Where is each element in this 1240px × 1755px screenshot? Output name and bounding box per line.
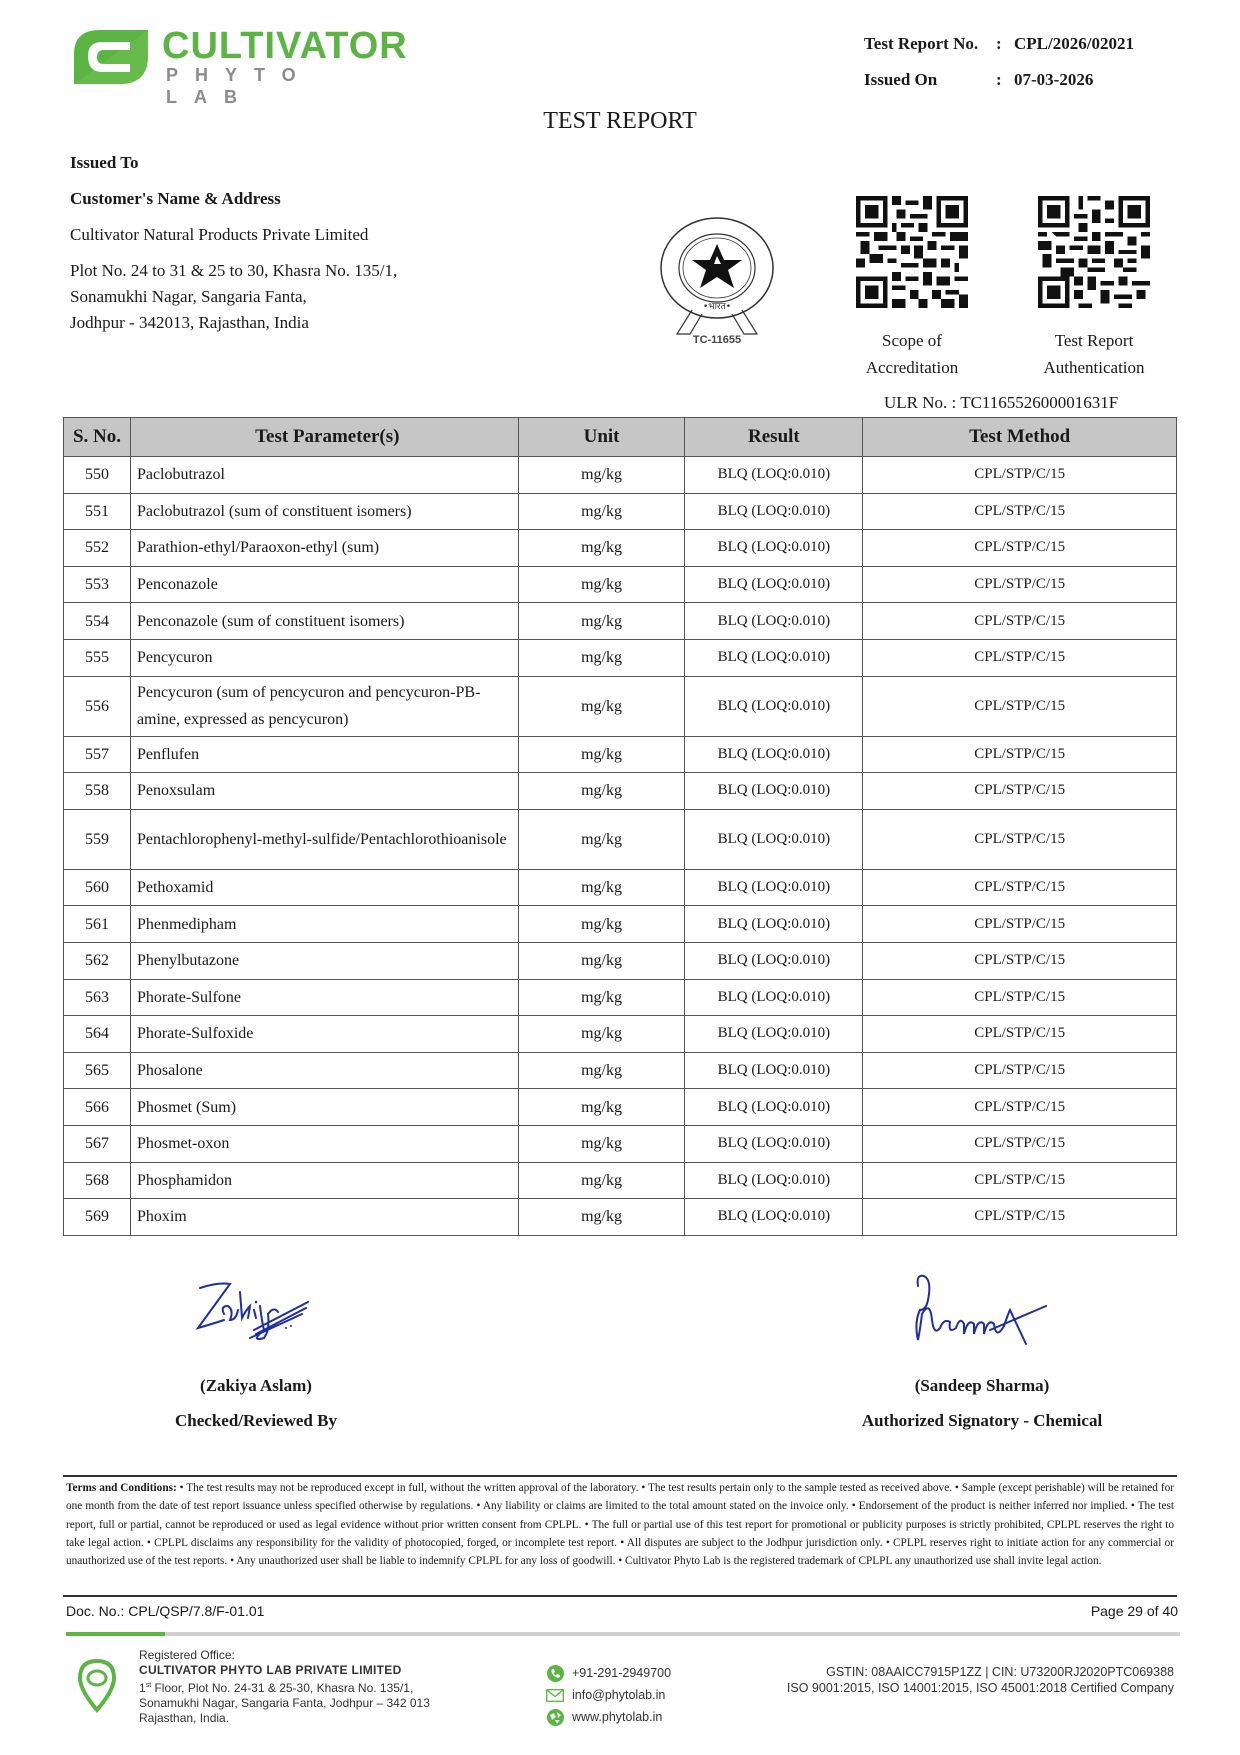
report-number-label: Test Report No.	[864, 34, 979, 53]
cell-result: BLQ (LOQ:0.010)	[685, 809, 863, 869]
cell-unit: mg/kg	[518, 639, 685, 676]
report-number-value: CPL/2026/02021	[1014, 34, 1134, 53]
table-row	[64, 773, 1177, 810]
page-title: TEST REPORT	[543, 108, 697, 134]
ulr-value: : TC116552600001631F	[951, 393, 1119, 412]
cell-unit: mg/kg	[518, 1199, 685, 1236]
accreditation-seal-icon	[652, 212, 782, 352]
svg-text:•भारत•: •भारत•	[702, 302, 732, 312]
table-header-row	[64, 418, 1177, 457]
cell-parameter: Phorate-Sulfone	[130, 979, 518, 1016]
qr-authentication-caption	[1004, 327, 1184, 381]
cell-result: BLQ (LOQ:0.010)	[685, 906, 863, 943]
table-row	[64, 603, 1177, 640]
contact-website[interactable]	[546, 1706, 671, 1728]
registered-office	[139, 1648, 430, 1726]
issued-to-block	[70, 150, 397, 336]
cell-result: BLQ (LOQ:0.010)	[685, 942, 863, 979]
cell-sno: 550	[64, 457, 131, 494]
office-address-line	[139, 1678, 430, 1696]
contact-phone[interactable]	[546, 1662, 671, 1684]
qr-code-scope-icon[interactable]	[856, 196, 968, 308]
cell-parameter: Phenmedipham	[130, 906, 518, 943]
report-meta	[864, 26, 1134, 98]
cell-unit: mg/kg	[518, 457, 685, 494]
phone-number: +91-291-2949700	[572, 1666, 672, 1680]
cell-unit: mg/kg	[518, 979, 685, 1016]
issued-on-label: Issued On	[864, 70, 938, 89]
table-row	[64, 1016, 1177, 1053]
cell-unit: mg/kg	[518, 603, 685, 640]
table-row	[64, 736, 1177, 773]
cell-unit: mg/kg	[518, 809, 685, 869]
table-row	[64, 639, 1177, 676]
cell-result: BLQ (LOQ:0.010)	[685, 1052, 863, 1089]
ulr-label: ULR No.	[884, 393, 948, 412]
cell-unit: mg/kg	[518, 1016, 685, 1053]
table-row	[64, 566, 1177, 603]
cell-unit: mg/kg	[518, 1052, 685, 1089]
cell-result: BLQ (LOQ:0.010)	[685, 1016, 863, 1053]
signatory-role: Authorized Signatory - Chemical	[861, 1411, 1103, 1430]
cell-sno: 556	[64, 676, 131, 736]
table-row	[64, 457, 1177, 494]
cell-parameter: Phenylbutazone	[130, 942, 518, 979]
issued-on-value: 07-03-2026	[1014, 70, 1094, 89]
reviewer-name: (Zakiya Aslam)	[200, 1376, 312, 1395]
cell-result: BLQ (LOQ:0.010)	[685, 530, 863, 567]
cell-result: BLQ (LOQ:0.010)	[685, 979, 863, 1016]
cell-method: CPL/STP/C/15	[863, 603, 1177, 640]
cell-unit: mg/kg	[518, 1162, 685, 1199]
cell-unit: mg/kg	[518, 493, 685, 530]
company-legal-name: CULTIVATOR PHYTO LAB PRIVATE LIMITED	[139, 1663, 402, 1677]
cell-parameter: Paclobutrazol	[130, 457, 518, 494]
cell-result: BLQ (LOQ:0.010)	[685, 639, 863, 676]
address-line: Jodhpur - 342013, Rajasthan, India	[70, 313, 309, 332]
cell-unit: mg/kg	[518, 566, 685, 603]
table-row	[64, 809, 1177, 869]
footer-bar-accent	[66, 1632, 165, 1636]
email-address: info@phytolab.in	[572, 1688, 666, 1702]
cell-parameter: Phosmet-oxon	[130, 1125, 518, 1162]
column-header-sno: S. No.	[64, 418, 131, 457]
customer-name: Cultivator Natural Products Private Limited	[70, 225, 369, 244]
legal-info	[787, 1664, 1174, 1696]
cell-parameter: Penconazole	[130, 566, 518, 603]
cell-parameter: Phosmet (Sum)	[130, 1089, 518, 1126]
address-text: Floor, Plot No. 24-31 & 25-30, Khasra No. 135/1,	[151, 1681, 414, 1695]
cell-sno: 557	[64, 736, 131, 773]
cell-unit: mg/kg	[518, 1089, 685, 1126]
cell-sno: 568	[64, 1162, 131, 1199]
company-logo	[70, 25, 420, 107]
table-row	[64, 1199, 1177, 1236]
terms-and-conditions	[66, 1479, 1174, 1570]
cell-method: CPL/STP/C/15	[863, 736, 1177, 773]
cell-unit: mg/kg	[518, 942, 685, 979]
cell-result: BLQ (LOQ:0.010)	[685, 869, 863, 906]
cell-result: BLQ (LOQ:0.010)	[685, 773, 863, 810]
cell-method: CPL/STP/C/15	[863, 1125, 1177, 1162]
iso-certifications: ISO 9001:2015, ISO 14001:2015, ISO 45001:2018 Certified Company	[786, 1681, 1174, 1695]
column-header-result: Result	[685, 418, 863, 457]
qr-scope-caption	[822, 327, 1002, 381]
address-line: Sonamukhi Nagar, Sangaria Fanta,	[70, 287, 307, 306]
cell-sno: 551	[64, 493, 131, 530]
cell-parameter: Phorate-Sulfoxide	[130, 1016, 518, 1053]
cell-parameter: Phoxim	[130, 1199, 518, 1236]
caption-line: Test Report	[1054, 331, 1134, 350]
registered-office-label: Registered Office:	[139, 1648, 235, 1662]
ordinal-suffix: st	[145, 1682, 152, 1689]
cell-sno: 555	[64, 639, 131, 676]
cell-method: CPL/STP/C/15	[863, 676, 1177, 736]
cell-parameter: Paclobutrazol (sum of constituent isomers)	[130, 493, 518, 530]
signatory-name: (Sandeep Sharma)	[914, 1376, 1050, 1395]
cell-method: CPL/STP/C/15	[863, 1199, 1177, 1236]
cell-sno: 567	[64, 1125, 131, 1162]
caption-line: Accreditation	[865, 358, 959, 377]
mail-icon	[546, 1686, 564, 1704]
cell-parameter: Penoxsulam	[130, 773, 518, 810]
table-row	[64, 1162, 1177, 1199]
gstin-cin: GSTIN: 08AAICC7915P1ZZ | CIN: U73200RJ2020PTC069388	[826, 1665, 1174, 1679]
signature-sandeep-icon	[900, 1270, 1070, 1350]
ulr-number	[884, 393, 1118, 413]
cell-method: CPL/STP/C/15	[863, 942, 1177, 979]
cell-sno: 552	[64, 530, 131, 567]
cell-unit: mg/kg	[518, 906, 685, 943]
cell-result: BLQ (LOQ:0.010)	[685, 736, 863, 773]
cell-method: CPL/STP/C/15	[863, 566, 1177, 603]
table-row	[64, 979, 1177, 1016]
cell-method: CPL/STP/C/15	[863, 1052, 1177, 1089]
cell-result: BLQ (LOQ:0.010)	[685, 1162, 863, 1199]
cell-sno: 563	[64, 979, 131, 1016]
cell-parameter: Phosphamidon	[130, 1162, 518, 1199]
cell-unit: mg/kg	[518, 736, 685, 773]
caption-line: Authentication	[1043, 358, 1145, 377]
table-row	[64, 1052, 1177, 1089]
cell-method: CPL/STP/C/15	[863, 773, 1177, 810]
cell-result: BLQ (LOQ:0.010)	[685, 1125, 863, 1162]
cell-method: CPL/STP/C/15	[863, 1089, 1177, 1126]
terms-text: • The test results may not be reproduced except in full, without the written approval of the laboratory. • The test results pertain only to the sample tested as received above. • Sample (except perishable) will be retained for one month from the date of test report issuance unless specified otherwise by regulations. • Any liability or claims are limited to the total amount stated on the invoice only. • Endorsement of the product is neither inferred nor implied. • The test report, full or partial, cannot be reproduced or used as legal evidence without prior written consent from CPLPL. • The full or partial use of this test report for promotional or publicity purposes is strictly prohibited, CPLPL reserves the right to take legal action. • CPLPL disclaims any responsibility for the validity of photocopied, forged, or incomplete test report. • All disputes are subject to the Jodhpur jurisdiction only. • CPLPL reserves right to initiate action for any commercial or unauthorized use of the test reports. • Any unauthorized user shall be liable to indemnify CPLPL for any loss of goodwill. • Cultivator Phyto Lab is the registered trademark of CPLPL any unauthorized use shall invite legal action.	[66, 1482, 1174, 1568]
divider	[63, 1595, 1177, 1597]
leaf-c-logo-icon	[70, 26, 152, 88]
column-header-method: Test Method	[863, 418, 1177, 457]
cell-parameter: Pencycuron	[130, 639, 518, 676]
document-number: Doc. No.: CPL/QSP/7.8/F-01.01	[66, 1603, 265, 1619]
address-line: Plot No. 24 to 31 & 25 to 30, Khasra No. 135/1,	[70, 261, 398, 280]
cell-parameter: Penconazole (sum of constituent isomers)	[130, 603, 518, 640]
brand-name: CULTIVATOR	[162, 25, 408, 67]
cell-method: CPL/STP/C/15	[863, 869, 1177, 906]
cell-method: CPL/STP/C/15	[863, 639, 1177, 676]
cell-sno: 560	[64, 869, 131, 906]
cell-sno: 566	[64, 1089, 131, 1126]
cell-sno: 564	[64, 1016, 131, 1053]
cell-sno: 562	[64, 942, 131, 979]
footer-bar	[66, 1632, 1180, 1636]
office-address-line: Rajasthan, India.	[139, 1711, 230, 1725]
table-body	[64, 457, 1177, 1236]
cell-result: BLQ (LOQ:0.010)	[685, 493, 863, 530]
cell-parameter: Parathion-ethyl/Paraoxon-ethyl (sum)	[130, 530, 518, 567]
cell-method: CPL/STP/C/15	[863, 493, 1177, 530]
contact-info	[546, 1662, 671, 1728]
cell-method: CPL/STP/C/15	[863, 457, 1177, 494]
cell-result: BLQ (LOQ:0.010)	[685, 566, 863, 603]
cell-unit: mg/kg	[518, 869, 685, 906]
cell-parameter: Pentachlorophenyl-methyl-sulfide/Pentachlorothioanisole	[130, 809, 518, 869]
contact-email[interactable]	[546, 1684, 671, 1706]
issued-to-label: Issued To	[70, 153, 139, 172]
signature-zakiya-icon	[190, 1270, 320, 1345]
globe-icon	[546, 1708, 564, 1726]
cell-parameter: Pencycuron (sum of pencycuron and pencycuron-PB-amine, expressed as pencycuron)	[130, 676, 518, 736]
cell-result: BLQ (LOQ:0.010)	[685, 1199, 863, 1236]
issued-on-row	[864, 62, 1134, 98]
page-number: Page 29 of 40	[1090, 1603, 1178, 1619]
cell-result: BLQ (LOQ:0.010)	[685, 676, 863, 736]
cell-result: BLQ (LOQ:0.010)	[685, 1089, 863, 1126]
cell-unit: mg/kg	[518, 530, 685, 567]
terms-label: Terms and Conditions:	[66, 1482, 177, 1494]
cell-method: CPL/STP/C/15	[863, 1162, 1177, 1199]
table-row	[64, 1125, 1177, 1162]
cell-sno: 554	[64, 603, 131, 640]
column-header-unit: Unit	[518, 418, 685, 457]
cell-unit: mg/kg	[518, 676, 685, 736]
cell-sno: 569	[64, 1199, 131, 1236]
cell-method: CPL/STP/C/15	[863, 979, 1177, 1016]
floor-number: 1	[139, 1681, 146, 1695]
cell-result: BLQ (LOQ:0.010)	[685, 457, 863, 494]
customer-label: Customer's Name & Address	[70, 189, 281, 208]
office-address-line: Sonamukhi Nagar, Sangaria Fanta, Jodhpur – 342 013	[139, 1696, 430, 1710]
table-row	[64, 676, 1177, 736]
colon: :	[996, 34, 1002, 53]
cell-sno: 565	[64, 1052, 131, 1089]
cell-sno: 553	[64, 566, 131, 603]
cell-parameter: Pethoxamid	[130, 869, 518, 906]
table-row	[64, 906, 1177, 943]
table-row	[64, 942, 1177, 979]
table-row	[64, 530, 1177, 567]
location-pin-icon	[76, 1658, 118, 1714]
cell-parameter: Phosalone	[130, 1052, 518, 1089]
table-row	[64, 1089, 1177, 1126]
cell-method: CPL/STP/C/15	[863, 1016, 1177, 1053]
colon: :	[996, 70, 1002, 89]
accreditation-code: TC-11655	[692, 334, 742, 346]
qr-code-authentication-icon[interactable]	[1038, 196, 1150, 308]
phone-icon	[546, 1664, 564, 1682]
reviewer-role: Checked/Reviewed By	[175, 1411, 337, 1430]
divider	[63, 1475, 1177, 1477]
table-row	[64, 493, 1177, 530]
cell-unit: mg/kg	[518, 1125, 685, 1162]
cell-sno: 561	[64, 906, 131, 943]
cell-result: BLQ (LOQ:0.010)	[685, 603, 863, 640]
brand-subtitle: PHYTO LAB	[166, 65, 313, 107]
caption-line: Scope of	[882, 331, 942, 350]
cell-method: CPL/STP/C/15	[863, 530, 1177, 567]
results-table	[63, 417, 1177, 1236]
table-row	[64, 869, 1177, 906]
column-header-parameter: Test Parameter(s)	[130, 418, 518, 457]
cell-unit: mg/kg	[518, 773, 685, 810]
report-number-row	[864, 26, 1134, 62]
cell-parameter: Penflufen	[130, 736, 518, 773]
cell-method: CPL/STP/C/15	[863, 906, 1177, 943]
cell-sno: 559	[64, 809, 131, 869]
cell-sno: 558	[64, 773, 131, 810]
website-url: www.phytolab.in	[572, 1710, 663, 1724]
cell-method: CPL/STP/C/15	[863, 809, 1177, 869]
